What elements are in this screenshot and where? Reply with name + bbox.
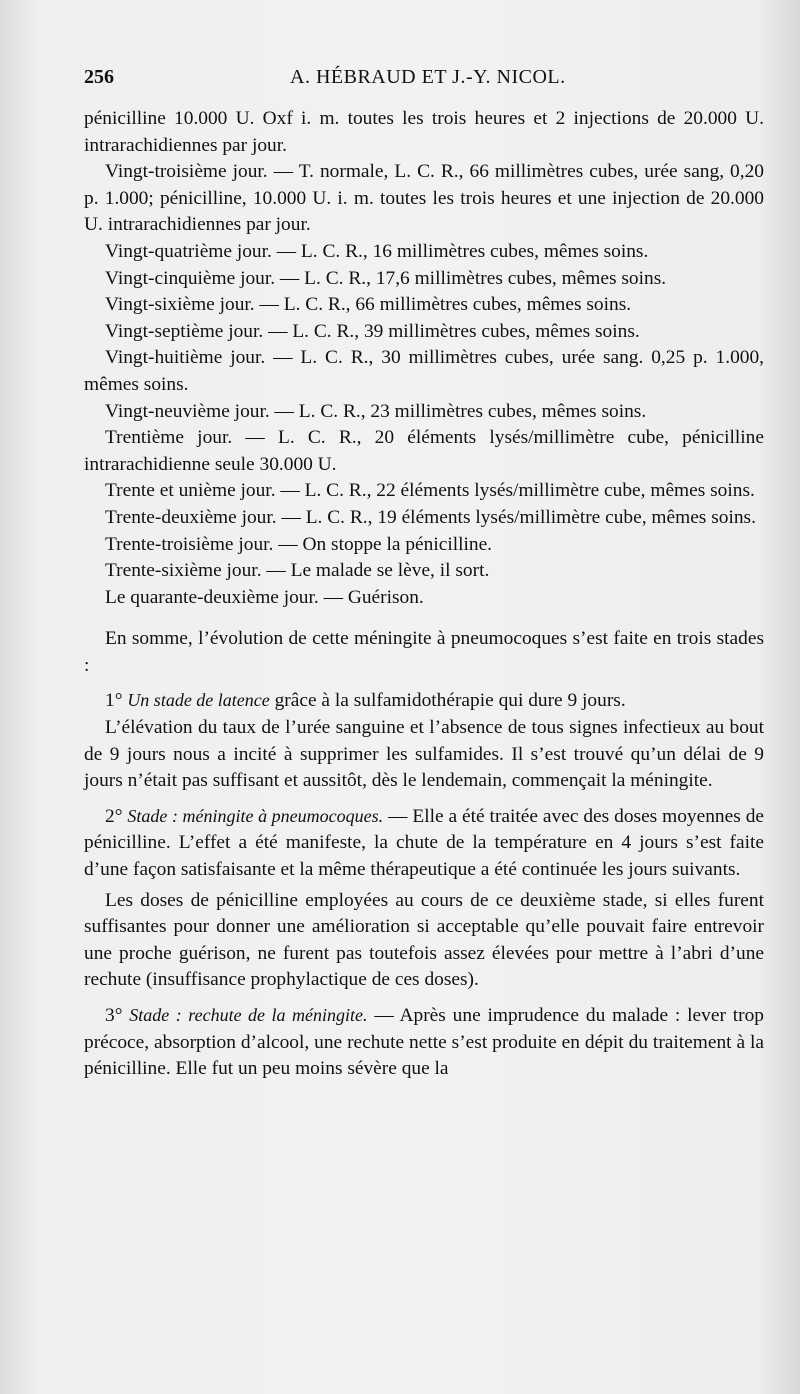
- paragraph: Trente et unième jour. — L. C. R., 22 éléments lysés/millimètre cube, mêmes soins.: [105, 480, 755, 502]
- paragraph: L’élévation du taux de l’urée sanguine et l’absence de tous signes infectieux au bout de 9 jours nous a incité à supprimer les sulfamides. Il s’est trouvé qu’un délai de 9 jours n’était pas suffisant et aussitôt, dès le lendemain, commençait la méningite.: [84, 717, 764, 792]
- paragraph: Trente-sixième jour. — Le malade se lève, il sort.: [105, 560, 490, 582]
- paragraph: Les doses de pénicilline employées au cours de ce deuxième stade, si elles furent suffisantes pour donner une amélioration si acceptable qu’elle pouvait faire entrevoir une proche guérison, ne furent pas toutefois assez élevées pour mettre à l’abri d’une rechute (insuffisance prophylactique de ces doses).: [84, 889, 764, 991]
- stage-paragraph: 2° Stade : méningite à pneumocoques. — Elle a été traitée avec des doses moyennes de pénicilline. L’effet a été manifeste, la chute de la température en 4 jours s’est faite d’une façon satisfaisante et la même thérapeutique a été continuée les jours suivants.: [84, 805, 764, 881]
- paragraph: En somme, l’évolution de cette méningite à pneumocoques s’est faite en trois stades :: [84, 628, 764, 676]
- paragraph: Trentième jour. — L. C. R., 20 éléments lysés/millimètre cube, pénicilline intrarachidienne seule 30.000 U.: [84, 427, 764, 475]
- stage-paragraph: 1° Un stade de latence grâce à la sulfamidothérapie qui dure 9 jours.: [105, 690, 626, 712]
- paragraph: Vingt-troisième jour. — T. normale, L. C. R., 66 millimètres cubes, urée sang, 0,20 p. 1.000; pénicilline, 10.000 U. i. m. toutes les trois heures et une injection de 20.000 U. intrarachidiennes par jour.: [84, 161, 764, 236]
- paragraph: Vingt-neuvième jour. — L. C. R., 23 millimètres cubes, mêmes soins.: [105, 400, 647, 422]
- stage-paragraph: 3° Stade : rechute de la méningite. — Après une imprudence du malade : lever trop précoce, absorption d’alcool, une rechute nette s’est produite en dépit du traitement à la pénicilline. Elle fut un peu moins sévère que la: [84, 1005, 764, 1080]
- page-header: [84, 66, 760, 98]
- page-number: 256: [84, 66, 114, 88]
- paragraph: pénicilline 10.000 U. Oxf i. m. toutes les trois heures et 2 injections de 20.000 U. intrarachidiennes par jour.: [84, 108, 764, 156]
- paragraph: Trente-deuxième jour. — L. C. R., 19 éléments lysés/millimètre cube, mêmes soins.: [105, 506, 756, 528]
- paragraph: Trente-troisième jour. — On stoppe la pénicilline.: [105, 533, 493, 555]
- body-text: [84, 106, 764, 1083]
- paragraph: Vingt-sixième jour. — L. C. R., 66 millimètres cubes, mêmes soins.: [105, 294, 632, 316]
- running-title: A. HÉBRAUD ET J.-Y. NICOL.: [290, 66, 566, 88]
- paragraph: Vingt-quatrième jour. — L. C. R., 16 millimètres cubes, mêmes soins.: [105, 240, 649, 262]
- paragraph: Vingt-septième jour. — L. C. R., 39 millimètres cubes, mêmes soins.: [105, 320, 640, 342]
- paragraph: Vingt-huitième jour. — L. C. R., 30 millimètres cubes, urée sang. 0,25 p. 1.000, mêmes soins.: [84, 347, 764, 395]
- paragraph: Vingt-cinquième jour. — L. C. R., 17,6 millimètres cubes, mêmes soins.: [105, 267, 667, 289]
- paragraph: Le quarante-deuxième jour. — Guérison.: [105, 586, 424, 608]
